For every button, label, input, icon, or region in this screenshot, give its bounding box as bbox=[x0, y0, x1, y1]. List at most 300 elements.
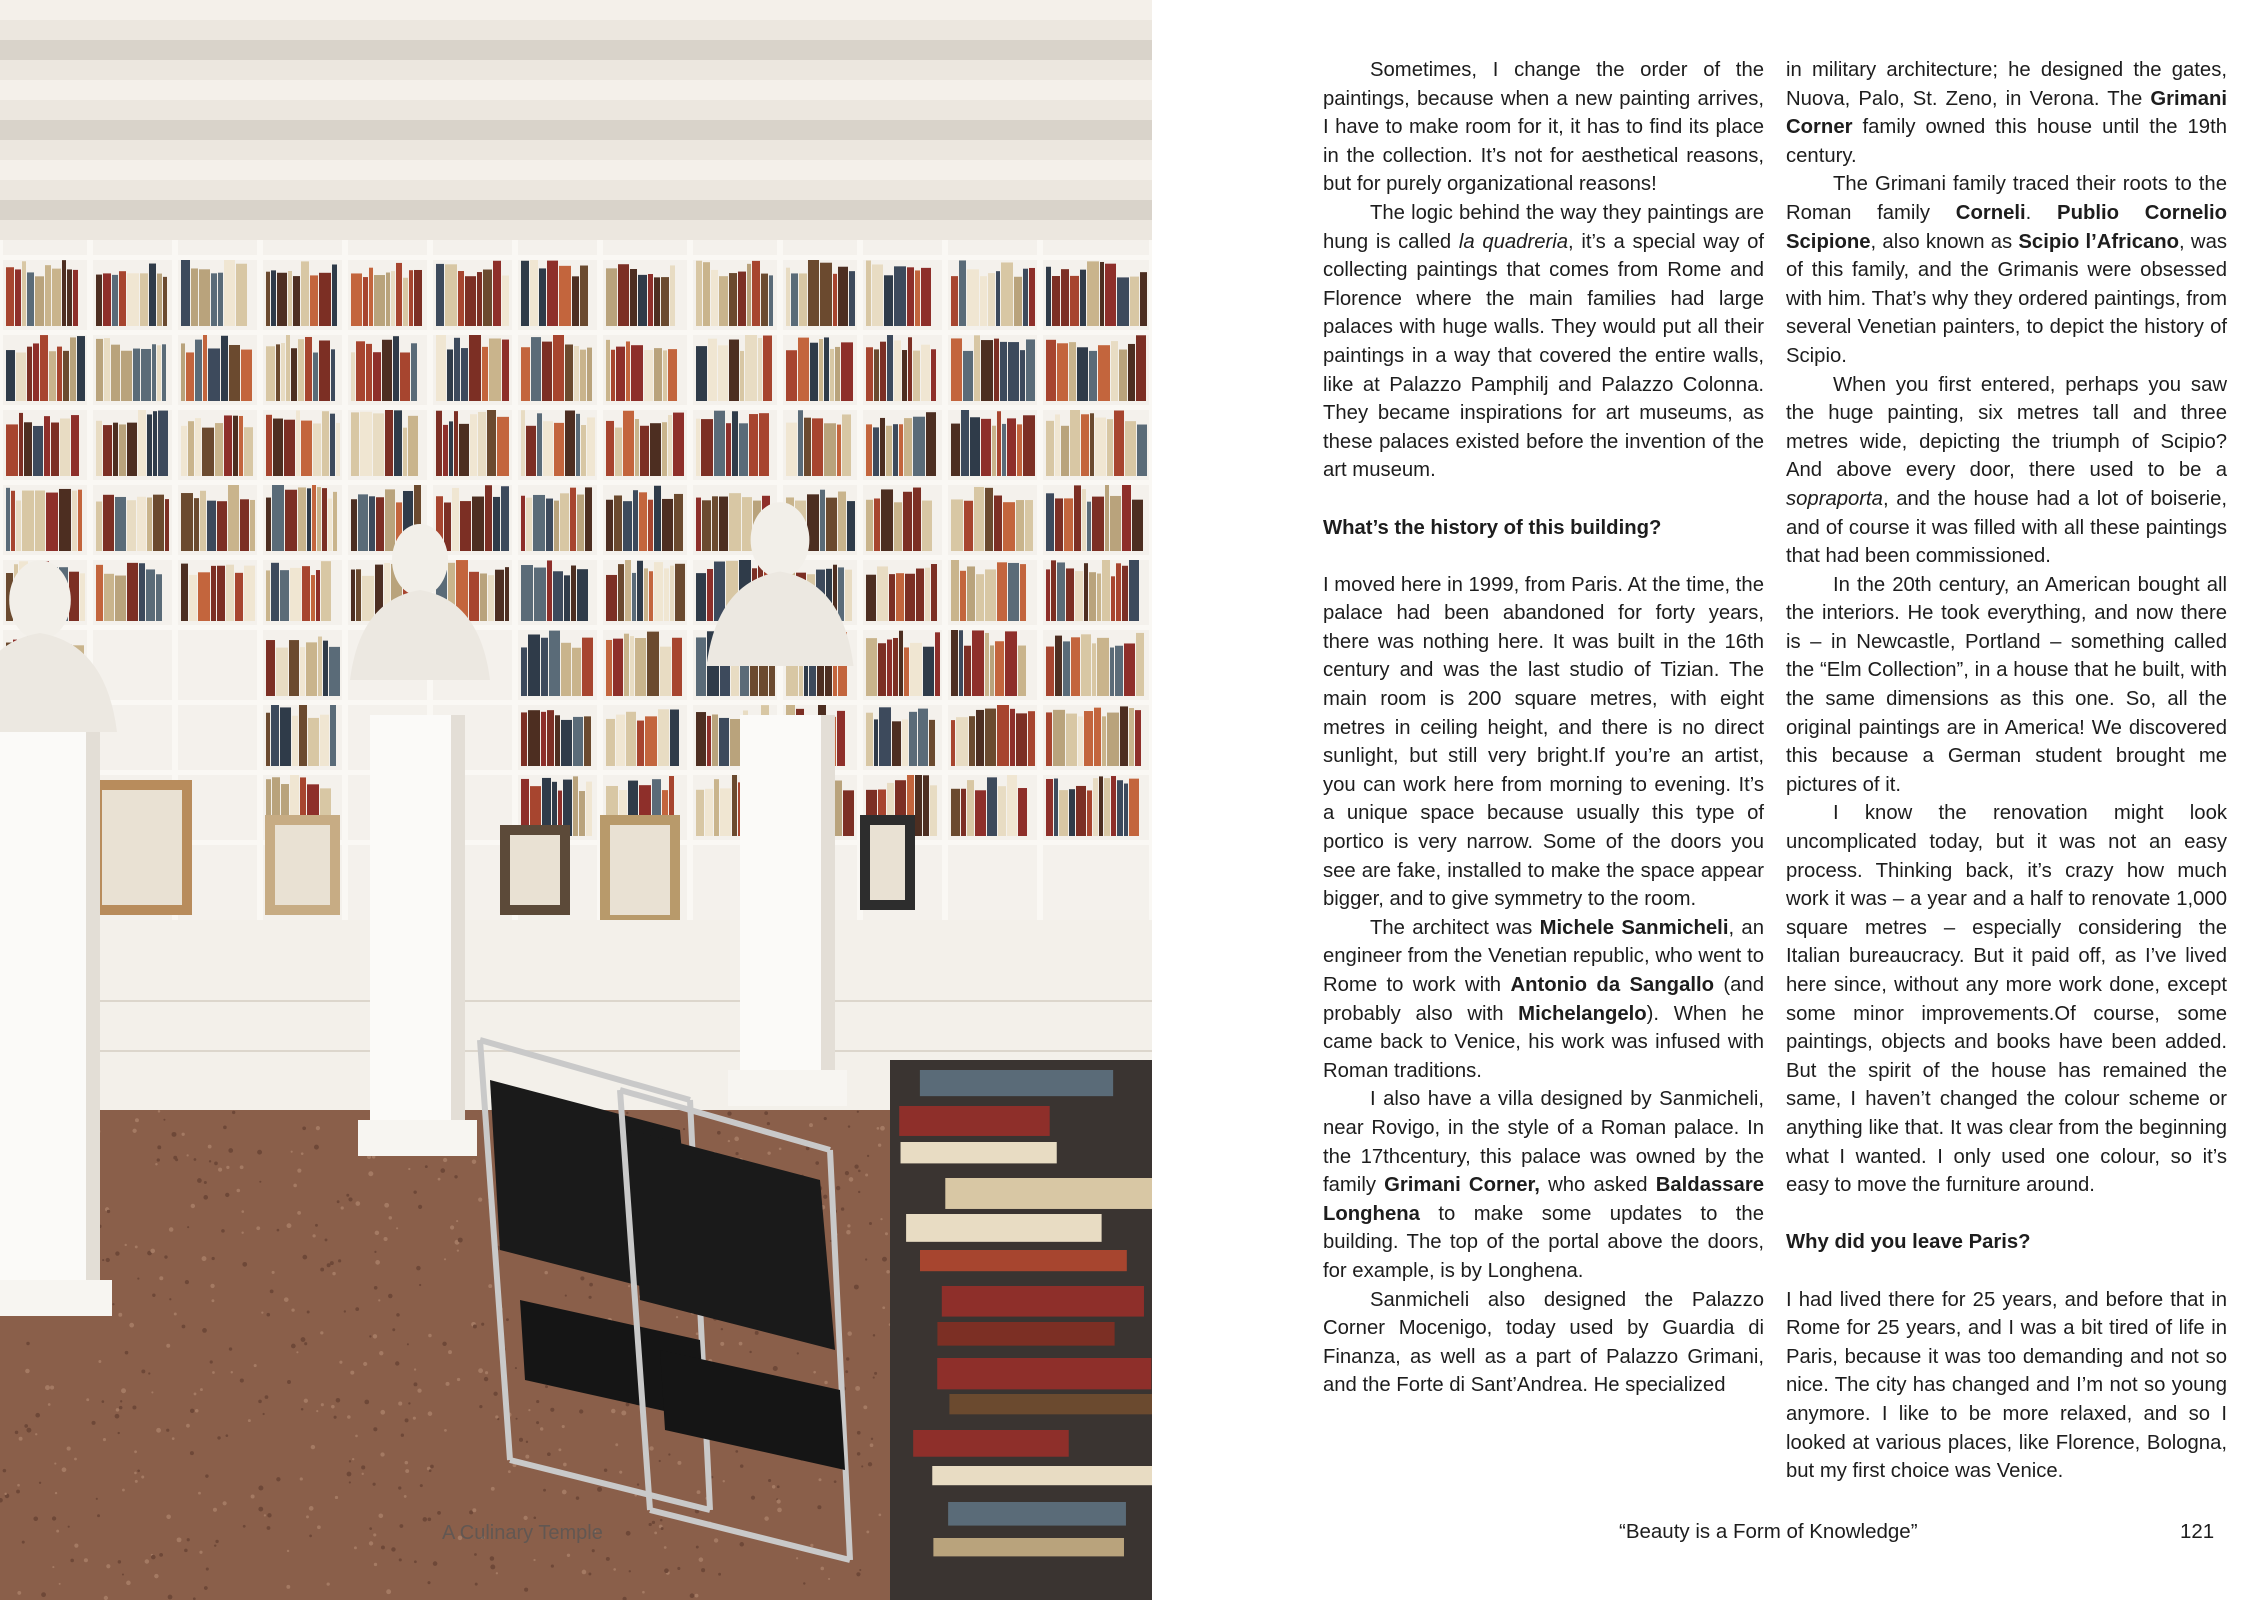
book bbox=[956, 717, 968, 766]
book bbox=[719, 718, 729, 766]
floor-speck bbox=[854, 1285, 859, 1290]
book bbox=[644, 350, 653, 401]
column-base bbox=[358, 1120, 477, 1156]
book bbox=[894, 340, 901, 401]
paragraph: I moved here in 1999, from Paris. At the time, the palace had been abandoned for forty years, there was nothing here. It was built in the 16th century and was the last studio of Tizian. The main room is 200 square metres, with eight metres in ceiling height, and there is no direct sunlight, but still very bright.If you’re an artist, you can work here from morning to evening. It’s a unique space because usually this type of portico is very narrow. Some of the doors you see are fake, installed to make the space appear bigger, and to give symmetry to the room. bbox=[1323, 573, 1764, 911]
section-heading: What’s the history of this building? bbox=[1323, 516, 1662, 539]
floor-speck bbox=[857, 1452, 860, 1455]
section-heading: Why did you leave Paris? bbox=[1786, 1231, 2031, 1254]
book bbox=[224, 260, 235, 326]
floor-speck bbox=[420, 1484, 423, 1487]
book bbox=[308, 718, 319, 766]
book bbox=[469, 572, 479, 621]
book bbox=[1129, 708, 1134, 766]
book bbox=[899, 424, 903, 476]
floor-speck bbox=[96, 1498, 98, 1500]
book bbox=[866, 713, 873, 766]
book bbox=[611, 350, 615, 401]
floor-speck bbox=[526, 1441, 528, 1443]
floor-speck bbox=[428, 1411, 433, 1416]
book bbox=[1084, 563, 1088, 621]
floor-speck bbox=[191, 1204, 195, 1208]
book bbox=[902, 719, 908, 766]
floor-speck bbox=[335, 1496, 338, 1499]
book-stack bbox=[933, 1538, 1124, 1556]
book bbox=[363, 277, 368, 326]
book bbox=[645, 716, 657, 766]
floor-speck bbox=[845, 1370, 848, 1373]
book-stack bbox=[942, 1286, 1144, 1317]
book bbox=[436, 264, 444, 326]
floor-speck bbox=[437, 1511, 441, 1515]
floor-speck bbox=[258, 1485, 263, 1490]
book bbox=[266, 272, 270, 326]
book bbox=[1111, 576, 1115, 621]
book bbox=[537, 413, 542, 476]
book bbox=[985, 709, 996, 766]
book bbox=[332, 264, 337, 326]
floor-speck bbox=[276, 1477, 280, 1481]
floor-speck bbox=[315, 1224, 318, 1227]
book bbox=[488, 575, 494, 621]
floor-speck bbox=[378, 1513, 383, 1518]
book bbox=[356, 341, 365, 401]
floor-speck bbox=[879, 1513, 882, 1516]
book bbox=[127, 500, 136, 551]
floor-speck bbox=[626, 1403, 630, 1407]
book bbox=[759, 413, 769, 476]
book bbox=[990, 645, 994, 696]
book bbox=[16, 353, 26, 401]
book bbox=[714, 411, 725, 476]
book bbox=[312, 485, 316, 551]
book bbox=[720, 788, 731, 836]
floor-speck bbox=[291, 1344, 296, 1349]
book bbox=[904, 647, 909, 696]
floor-speck bbox=[362, 1473, 364, 1475]
floor-speck bbox=[240, 1379, 244, 1383]
floor-speck bbox=[576, 1496, 579, 1499]
book bbox=[1066, 568, 1074, 621]
book bbox=[1102, 716, 1106, 766]
book bbox=[296, 410, 300, 476]
floor-speck bbox=[277, 1229, 280, 1232]
book bbox=[705, 789, 713, 836]
book bbox=[1124, 643, 1135, 696]
book bbox=[394, 410, 402, 476]
book bbox=[745, 334, 757, 401]
book bbox=[403, 278, 408, 326]
floor-speck bbox=[841, 1207, 844, 1210]
floor-speck bbox=[660, 1519, 663, 1522]
book bbox=[729, 493, 741, 551]
floor-speck bbox=[182, 1325, 186, 1329]
book bbox=[301, 421, 312, 476]
book bbox=[271, 563, 279, 621]
floor-speck bbox=[858, 1191, 860, 1193]
floor-speck bbox=[588, 1573, 591, 1576]
book bbox=[271, 704, 279, 766]
floor-speck bbox=[389, 1216, 392, 1219]
book bbox=[460, 501, 471, 551]
floor-speck bbox=[54, 1462, 56, 1464]
floor-speck bbox=[728, 1140, 730, 1142]
book bbox=[217, 566, 225, 621]
floor-speck bbox=[828, 1578, 830, 1580]
floor-speck bbox=[427, 1581, 430, 1584]
book bbox=[701, 419, 713, 476]
book bbox=[904, 418, 912, 476]
book bbox=[414, 270, 422, 326]
book bbox=[22, 261, 26, 326]
book bbox=[228, 485, 239, 551]
book bbox=[103, 495, 114, 551]
floor-speck bbox=[861, 1465, 863, 1467]
book bbox=[798, 410, 803, 476]
book bbox=[521, 712, 527, 766]
book bbox=[696, 419, 700, 476]
book bbox=[879, 707, 891, 766]
book bbox=[763, 336, 772, 401]
book bbox=[276, 344, 280, 401]
book bbox=[1055, 636, 1062, 696]
book bbox=[696, 637, 706, 696]
book bbox=[951, 338, 962, 401]
floor-speck bbox=[194, 1158, 197, 1161]
book bbox=[281, 343, 285, 401]
book bbox=[1094, 708, 1101, 766]
book bbox=[333, 492, 337, 551]
book bbox=[985, 633, 989, 696]
book bbox=[477, 272, 482, 326]
book bbox=[648, 500, 653, 551]
book bbox=[115, 576, 126, 621]
floor-speck bbox=[380, 1452, 384, 1456]
left-running-title: A Culinary Temple bbox=[442, 1522, 603, 1544]
book bbox=[67, 269, 72, 326]
floor-speck bbox=[408, 1402, 410, 1404]
book bbox=[791, 273, 798, 326]
floor-speck bbox=[484, 1377, 488, 1381]
book bbox=[493, 261, 501, 326]
book bbox=[555, 715, 560, 766]
floor-speck bbox=[204, 1586, 208, 1590]
book bbox=[866, 347, 873, 401]
book bbox=[837, 711, 845, 766]
book bbox=[211, 566, 216, 621]
paragraph: In the 20th century, an American bought all the interiors. He took everything, and now there is – in Newcastle, Portland – something called the “Elm Collection”, in a house that he built, with the same dimensions as this one. So, all the original paintings are in America! We discovered this because a German student brought me pictures of it. bbox=[1786, 573, 2227, 796]
floor-speck bbox=[264, 1514, 266, 1516]
floor-speck bbox=[195, 1409, 199, 1413]
book bbox=[1053, 710, 1065, 766]
book bbox=[587, 417, 595, 476]
book bbox=[1008, 342, 1019, 401]
book bbox=[373, 413, 384, 476]
book bbox=[881, 489, 893, 551]
book bbox=[293, 276, 300, 326]
book bbox=[211, 273, 217, 326]
floor-speck bbox=[240, 1165, 244, 1169]
book bbox=[872, 264, 883, 326]
floor-speck bbox=[208, 1145, 212, 1149]
book bbox=[133, 349, 140, 401]
book bbox=[997, 411, 1001, 476]
book bbox=[285, 490, 297, 551]
book bbox=[351, 570, 355, 621]
floor-speck bbox=[228, 1148, 233, 1153]
floor-speck bbox=[316, 1410, 318, 1412]
floor-speck bbox=[265, 1395, 269, 1399]
floor-speck bbox=[384, 1203, 389, 1208]
floor-speck bbox=[350, 1371, 354, 1375]
floor-speck bbox=[444, 1429, 447, 1432]
book bbox=[961, 410, 969, 476]
floor-speck bbox=[287, 1223, 292, 1228]
floor-speck bbox=[256, 1226, 260, 1230]
floor-speck bbox=[475, 1583, 478, 1586]
book bbox=[77, 336, 85, 401]
floor-speck bbox=[134, 1450, 137, 1453]
book bbox=[306, 642, 317, 696]
book bbox=[769, 275, 773, 326]
floor-speck bbox=[297, 1169, 301, 1173]
floor-speck bbox=[301, 1408, 304, 1411]
floor-speck bbox=[309, 1506, 314, 1511]
book bbox=[115, 497, 126, 551]
floor-speck bbox=[525, 1455, 529, 1459]
book bbox=[1046, 712, 1052, 766]
floor-speck bbox=[398, 1402, 402, 1406]
book bbox=[1046, 647, 1054, 696]
book bbox=[112, 275, 118, 326]
book bbox=[208, 348, 220, 401]
book bbox=[951, 424, 960, 476]
book bbox=[951, 720, 955, 766]
book bbox=[1107, 419, 1113, 476]
floor-speck bbox=[137, 1277, 139, 1279]
floor-speck bbox=[232, 1111, 235, 1114]
book bbox=[668, 415, 672, 476]
floor-speck bbox=[155, 1163, 157, 1165]
column-base bbox=[0, 1280, 112, 1316]
book bbox=[362, 576, 374, 621]
book bbox=[830, 349, 834, 401]
book bbox=[103, 273, 111, 326]
floor-speck bbox=[419, 1284, 421, 1286]
book bbox=[960, 571, 966, 621]
book bbox=[618, 264, 629, 326]
book bbox=[893, 424, 898, 476]
floor-speck bbox=[364, 1400, 369, 1405]
book bbox=[1110, 647, 1114, 696]
book bbox=[302, 566, 310, 621]
floor-speck bbox=[408, 1168, 410, 1170]
book bbox=[290, 568, 301, 621]
book bbox=[6, 488, 10, 551]
floor-speck bbox=[809, 1123, 813, 1127]
book bbox=[661, 277, 669, 326]
floor-speck bbox=[551, 1565, 554, 1568]
floor-speck bbox=[374, 1563, 377, 1566]
book bbox=[1090, 413, 1094, 476]
floor-speck bbox=[150, 1249, 155, 1254]
book bbox=[541, 638, 548, 696]
book bbox=[572, 648, 581, 696]
book bbox=[541, 712, 546, 766]
book bbox=[833, 274, 837, 326]
floor-speck bbox=[823, 1195, 827, 1199]
book bbox=[994, 496, 1002, 551]
book bbox=[561, 643, 571, 696]
floor-speck bbox=[211, 1299, 214, 1302]
column-shade bbox=[821, 715, 835, 1100]
book bbox=[482, 347, 488, 401]
book bbox=[15, 269, 21, 326]
book bbox=[570, 488, 576, 551]
book bbox=[967, 566, 975, 621]
floor-speck bbox=[414, 1382, 418, 1386]
floor-speck bbox=[339, 1361, 342, 1364]
floor-speck bbox=[52, 1566, 54, 1568]
floor-speck bbox=[558, 1448, 561, 1451]
book bbox=[373, 352, 381, 401]
shelf-divider bbox=[512, 240, 518, 920]
book bbox=[1095, 418, 1106, 476]
book bbox=[218, 273, 223, 326]
book bbox=[606, 421, 614, 476]
book bbox=[113, 423, 118, 476]
floor-speck bbox=[878, 1144, 881, 1147]
book bbox=[703, 262, 710, 326]
book bbox=[200, 491, 206, 551]
book bbox=[820, 263, 832, 326]
floor-speck bbox=[380, 1410, 385, 1415]
paragraph: Sometimes, I change the order of the paintings, because when a new painting arrives, I have to make room for it, it has to find its place in the collection. It’s not for aesthetical reasons, but for purely organizational reasons! bbox=[1323, 59, 1764, 196]
book bbox=[970, 417, 980, 476]
floor-speck bbox=[579, 1409, 583, 1413]
floor-speck bbox=[867, 1155, 869, 1157]
book bbox=[351, 412, 359, 476]
book bbox=[96, 565, 103, 621]
floor-speck bbox=[413, 1417, 416, 1420]
floor-speck bbox=[320, 1268, 324, 1272]
book bbox=[391, 271, 395, 326]
floor-speck bbox=[430, 1465, 434, 1469]
floor-speck bbox=[74, 1458, 77, 1461]
floor-speck bbox=[882, 1257, 887, 1262]
floor-speck bbox=[550, 1408, 554, 1412]
floor-speck bbox=[478, 1198, 482, 1202]
book bbox=[181, 343, 185, 401]
floor-speck bbox=[423, 1517, 427, 1521]
book bbox=[59, 489, 71, 551]
book bbox=[980, 276, 987, 326]
book bbox=[33, 343, 39, 401]
book bbox=[489, 338, 501, 401]
floor-speck bbox=[223, 1501, 227, 1505]
floor-speck bbox=[474, 1553, 477, 1556]
floor-speck bbox=[177, 1537, 182, 1542]
book bbox=[1135, 710, 1141, 766]
book bbox=[820, 490, 825, 551]
floor-speck bbox=[187, 1538, 190, 1541]
floor-speck bbox=[307, 1311, 310, 1314]
book bbox=[819, 339, 823, 401]
floor-speck bbox=[187, 1226, 189, 1228]
book bbox=[70, 337, 76, 401]
floor-speck bbox=[866, 1530, 869, 1533]
floor-speck bbox=[74, 1544, 78, 1548]
book bbox=[250, 500, 255, 551]
floor-speck bbox=[243, 1525, 246, 1528]
book bbox=[195, 340, 202, 401]
book bbox=[581, 425, 586, 476]
floor-speck bbox=[836, 1186, 840, 1190]
book bbox=[580, 350, 586, 401]
book bbox=[1087, 502, 1091, 551]
book bbox=[534, 568, 546, 621]
book bbox=[1115, 646, 1123, 696]
book bbox=[328, 499, 332, 551]
book bbox=[644, 568, 648, 621]
book bbox=[696, 573, 706, 621]
floor-speck bbox=[291, 1151, 293, 1153]
book bbox=[526, 498, 532, 551]
book bbox=[997, 705, 1009, 766]
book bbox=[696, 712, 706, 766]
book bbox=[974, 487, 984, 551]
book bbox=[1116, 563, 1121, 621]
book bbox=[447, 349, 453, 401]
floor-speck bbox=[629, 1570, 631, 1572]
floor-speck bbox=[589, 1283, 593, 1287]
book bbox=[835, 347, 840, 401]
book bbox=[761, 274, 768, 326]
book bbox=[923, 775, 929, 836]
floor-speck bbox=[720, 1342, 724, 1346]
floor-speck bbox=[301, 1337, 306, 1342]
book bbox=[565, 344, 573, 401]
floor-speck bbox=[141, 1369, 145, 1373]
book bbox=[358, 494, 368, 551]
book bbox=[322, 488, 327, 551]
book bbox=[922, 501, 932, 551]
floor-speck bbox=[847, 1331, 851, 1335]
book bbox=[376, 497, 384, 551]
book bbox=[539, 268, 546, 326]
book bbox=[910, 643, 922, 696]
book bbox=[1089, 351, 1097, 401]
floor-speck bbox=[202, 1256, 207, 1261]
book bbox=[826, 498, 837, 551]
book-stack bbox=[906, 1214, 1102, 1242]
book bbox=[202, 428, 214, 476]
floor-speck bbox=[215, 1540, 218, 1543]
book bbox=[1125, 421, 1136, 476]
book bbox=[336, 423, 340, 476]
book bbox=[615, 428, 622, 476]
book bbox=[318, 637, 322, 696]
book bbox=[654, 348, 662, 401]
book bbox=[319, 340, 330, 401]
floor-speck bbox=[413, 1190, 416, 1193]
floor-speck bbox=[649, 1446, 653, 1450]
book bbox=[138, 409, 146, 476]
book bbox=[658, 709, 669, 766]
book bbox=[719, 497, 728, 551]
book bbox=[670, 265, 675, 326]
floor-speck bbox=[764, 1111, 768, 1115]
